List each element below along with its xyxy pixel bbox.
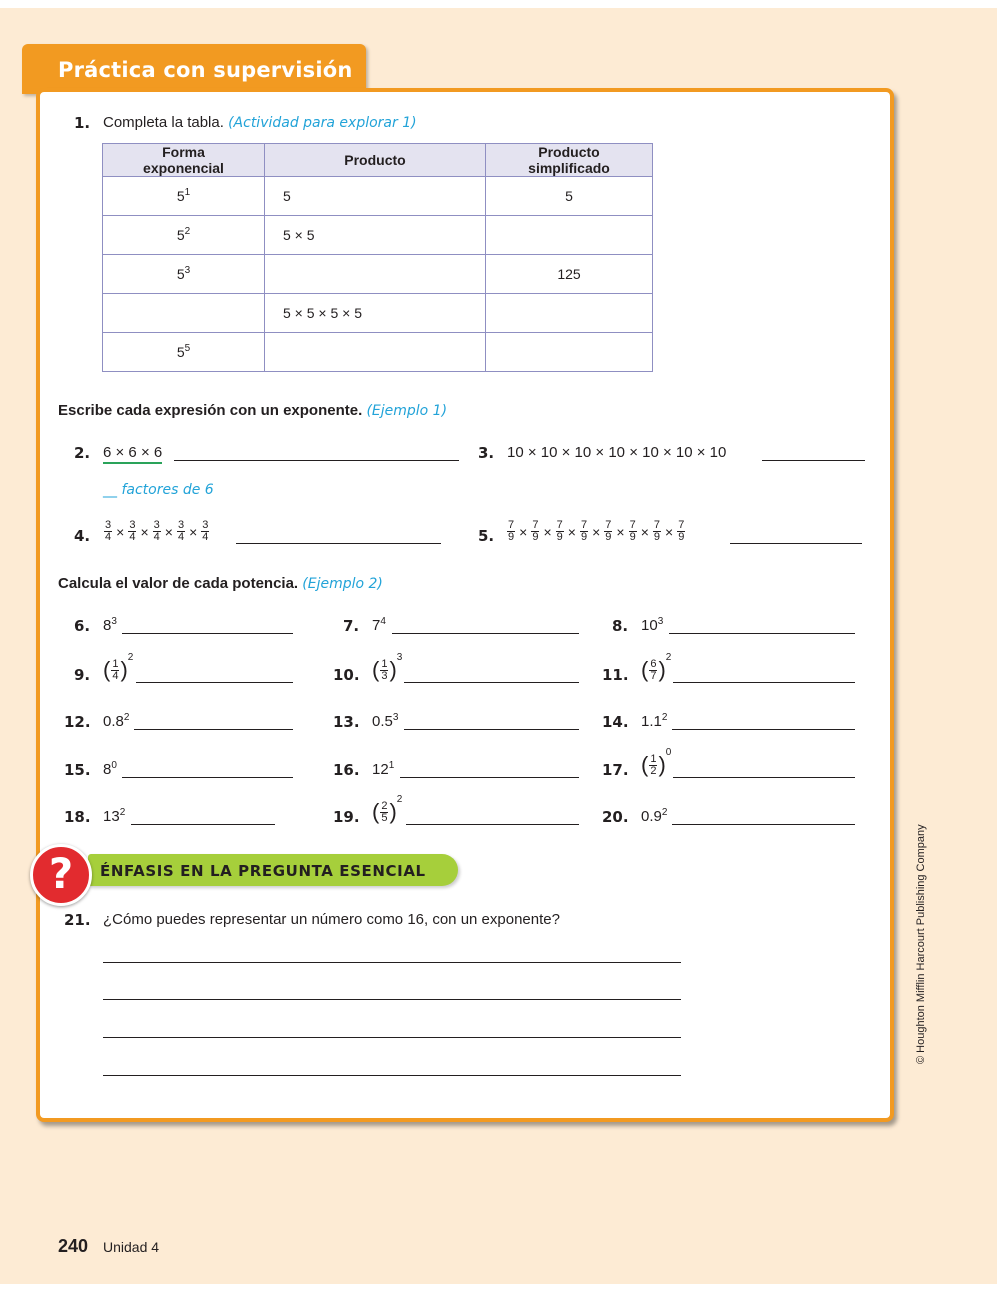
power-exponent: 2 — [123, 712, 130, 723]
simplified-product-cell[interactable] — [486, 333, 653, 372]
table-row — [103, 294, 653, 333]
answer-line[interactable] — [131, 824, 275, 825]
question-10-number: 10. — [333, 666, 360, 684]
fraction — [677, 520, 685, 543]
question-1-prompt: Completa la tabla. — [103, 114, 224, 131]
question-12-number: 12. — [64, 713, 91, 731]
exponential-form-cell[interactable] — [103, 216, 265, 255]
header-exponential-form: Forma exponencial — [103, 144, 265, 177]
question-13-number: 13. — [333, 713, 360, 731]
product-cell[interactable]: 5 × 5 — [265, 216, 486, 255]
question-16-expression — [372, 761, 394, 778]
fraction-numerator: 3 — [202, 519, 209, 531]
fraction-numerator: 1 — [112, 657, 119, 670]
question-17-expression — [641, 746, 672, 778]
question-18-expression — [103, 808, 125, 825]
power-exponent: 0 — [111, 760, 117, 771]
simplified-product-cell[interactable]: 125 — [486, 255, 653, 294]
times-sign: × — [164, 523, 173, 540]
unit-label: Unidad 4 — [103, 1239, 160, 1255]
power-exponent: 1 — [388, 760, 395, 771]
question-9-number: 9. — [74, 666, 91, 684]
essential-question-title: ÉNFASIS EN LA PREGUNTA ESENCIAL — [100, 862, 426, 880]
question-7-number: 7. — [343, 617, 360, 635]
question-mark-icon: ? — [30, 844, 92, 906]
fraction-denominator: 4 — [202, 531, 209, 543]
product-cell[interactable] — [265, 255, 486, 294]
answer-line[interactable] — [122, 777, 293, 778]
question-5-expression — [506, 520, 686, 543]
section-title: Práctica con supervisión — [58, 58, 353, 82]
question-18-number: 18. — [64, 808, 91, 826]
question-9-expression — [103, 651, 134, 683]
fraction-denominator: 9 — [605, 531, 612, 543]
fraction — [649, 754, 657, 777]
fraction-numerator: 2 — [381, 799, 388, 812]
times-sign: × — [543, 523, 552, 540]
left-parenthesis: ( — [372, 657, 380, 682]
right-parenthesis: ) — [658, 752, 666, 777]
fraction-numerator: 3 — [105, 519, 112, 531]
fraction-numerator: 3 — [153, 519, 160, 531]
question-19-expression — [372, 793, 403, 825]
times-sign: × — [665, 523, 674, 540]
question-11-expression — [641, 651, 672, 683]
question-17-number: 17. — [602, 761, 629, 779]
fraction-numerator: 7 — [508, 519, 515, 531]
fraction-denominator: 9 — [508, 531, 515, 543]
fraction — [604, 520, 612, 543]
power-base: 8 — [103, 617, 112, 634]
page-number: 240 — [58, 1236, 89, 1256]
fraction-numerator: 7 — [556, 519, 563, 531]
power-base: 10 — [641, 617, 658, 634]
answer-line-2[interactable] — [103, 999, 681, 1000]
times-sign: × — [592, 523, 601, 540]
fraction-numerator: 7 — [678, 519, 685, 531]
power-base: 12 — [372, 761, 389, 778]
power-exponent: 2 — [661, 712, 668, 723]
power-exponent: 2 — [127, 651, 134, 663]
fraction-denominator: 2 — [650, 764, 657, 777]
fraction-numerator: 7 — [532, 519, 539, 531]
fraction-denominator: 9 — [678, 531, 685, 543]
answer-line[interactable] — [122, 633, 293, 634]
power-base: 1.1 — [641, 713, 662, 730]
power-base: 5 — [176, 344, 185, 360]
question-5-number: 5. — [478, 527, 495, 545]
copyright-notice: © Houghton Mifflin Harcourt Publishing Company — [915, 824, 927, 1064]
fraction-denominator: 9 — [653, 531, 660, 543]
power-exponent: 3 — [111, 616, 117, 627]
fraction-numerator: 1 — [650, 752, 657, 765]
fraction-numerator: 3 — [129, 519, 136, 531]
question-14-number: 14. — [602, 713, 629, 731]
answer-line-4[interactable] — [103, 1075, 681, 1076]
power-base: 5 — [176, 266, 185, 282]
question-6-expression — [103, 617, 117, 634]
table-row — [103, 216, 653, 255]
power-exponent: 3 — [396, 651, 403, 663]
power-exponent: 2 — [661, 807, 668, 818]
exponential-form-cell[interactable] — [103, 177, 265, 216]
question-21-number: 21. — [64, 911, 91, 929]
power-exponent: 2 — [396, 793, 403, 805]
power-base: 13 — [103, 808, 120, 825]
power-exponent: 2 — [119, 807, 126, 818]
question-8-expression — [641, 617, 663, 634]
section-write-exponent-title: Escribe cada expresión con un exponente. — [58, 402, 363, 419]
power-base: 0.5 — [372, 713, 393, 730]
left-parenthesis: ( — [372, 799, 380, 824]
fraction-denominator: 5 — [381, 811, 388, 824]
times-sign: × — [140, 523, 149, 540]
fraction-numerator: 7 — [629, 519, 636, 531]
question-6-number: 6. — [74, 617, 91, 635]
fraction-numerator: 1 — [381, 657, 388, 670]
fraction — [201, 520, 209, 543]
power-exponent: 1 — [184, 187, 191, 198]
question-11-number: 11. — [602, 666, 629, 684]
question-13-expression — [372, 713, 398, 730]
exponent-table — [102, 143, 653, 372]
answer-line-1[interactable] — [103, 962, 681, 963]
right-parenthesis: ) — [389, 799, 397, 824]
times-sign: × — [116, 523, 125, 540]
power-exponent: 3 — [657, 616, 664, 627]
fraction-denominator: 4 — [177, 531, 185, 543]
fraction — [649, 659, 657, 682]
power-exponent: 3 — [184, 265, 191, 276]
right-parenthesis: ) — [389, 657, 397, 682]
question-1-number: 1. — [74, 114, 91, 132]
table-row — [103, 255, 653, 294]
answer-line-3[interactable] — [103, 1037, 681, 1038]
exponential-form-cell[interactable] — [103, 294, 265, 333]
fraction-denominator: 9 — [556, 531, 563, 543]
power-exponent: 5 — [184, 343, 191, 354]
header-product: Producto — [265, 144, 486, 177]
power-base: 0.9 — [641, 808, 662, 825]
fraction-numerator: 6 — [650, 657, 657, 670]
answer-line[interactable] — [672, 729, 855, 730]
question-20-number: 20. — [602, 808, 629, 826]
power-base: 5 — [176, 227, 185, 243]
answer-line[interactable] — [392, 633, 579, 634]
fraction-numerator: 3 — [177, 519, 185, 531]
section-evaluate-power-reference: (Ejemplo 2) — [302, 576, 383, 592]
fraction — [111, 659, 119, 682]
answer-line[interactable] — [673, 682, 855, 683]
section-evaluate-power — [58, 575, 383, 592]
fraction-denominator: 9 — [532, 531, 539, 543]
fraction — [580, 520, 588, 543]
fraction-denominator: 7 — [650, 669, 657, 682]
answer-line[interactable] — [669, 633, 855, 634]
table-row — [103, 333, 653, 372]
question-3-number: 3. — [478, 444, 495, 462]
left-parenthesis: ( — [641, 657, 649, 682]
power-exponent: 2 — [184, 226, 191, 237]
fraction — [507, 520, 515, 543]
exponential-form-cell[interactable] — [103, 333, 265, 372]
question-4-answer-line[interactable] — [236, 543, 441, 544]
fraction — [653, 520, 661, 543]
fraction — [104, 520, 112, 543]
left-parenthesis: ( — [641, 752, 649, 777]
product-cell[interactable] — [265, 333, 486, 372]
fraction-numerator: 7 — [580, 519, 588, 531]
left-parenthesis: ( — [103, 657, 111, 682]
fraction — [531, 520, 539, 543]
question-19-number: 19. — [333, 808, 360, 826]
answer-line[interactable] — [134, 729, 293, 730]
fraction-denominator: 4 — [112, 669, 119, 682]
times-sign: × — [567, 523, 576, 540]
fraction-denominator: 9 — [629, 531, 636, 543]
power-base: 8 — [103, 761, 112, 778]
answer-line[interactable] — [136, 682, 293, 683]
times-sign: × — [616, 523, 625, 540]
fraction-denominator: 4 — [153, 531, 160, 543]
right-parenthesis: ) — [658, 657, 666, 682]
question-16-number: 16. — [333, 761, 360, 779]
question-2-number: 2. — [74, 444, 91, 462]
power-base: 0.8 — [103, 713, 124, 730]
question-14-expression — [641, 713, 667, 730]
fraction-numerator: 7 — [653, 519, 660, 531]
answer-line[interactable] — [400, 777, 579, 778]
section-write-exponent-reference: (Ejemplo 1) — [366, 403, 448, 419]
simplified-product-cell[interactable]: 5 — [486, 177, 653, 216]
fraction-denominator: 3 — [381, 669, 388, 682]
fraction — [556, 520, 564, 543]
question-15-expression — [103, 761, 117, 778]
fraction — [177, 520, 185, 543]
power-exponent: 4 — [380, 616, 386, 627]
times-sign: × — [640, 523, 649, 540]
question-5-answer-line[interactable] — [730, 543, 862, 544]
power-base: 7 — [372, 617, 381, 634]
question-4-expression — [103, 520, 210, 543]
right-parenthesis: ) — [120, 657, 128, 682]
question-21-text: ¿Cómo puedes representar un número como 16, con un exponente? — [103, 911, 560, 928]
fraction — [380, 659, 388, 682]
power-base: 5 — [176, 188, 185, 204]
simplified-product-cell[interactable] — [486, 294, 653, 333]
power-exponent: 3 — [392, 712, 399, 723]
header-simplified-product: Producto simplificado — [486, 144, 653, 177]
answer-line[interactable] — [404, 682, 579, 683]
question-3-answer-line[interactable] — [762, 460, 865, 461]
question-1-text — [103, 114, 417, 131]
question-15-number: 15. — [64, 761, 91, 779]
fraction-denominator: 4 — [105, 531, 112, 543]
power-exponent: 0 — [665, 746, 672, 758]
fraction — [153, 520, 161, 543]
question-2-answer-line[interactable] — [174, 460, 459, 461]
answer-line[interactable] — [404, 729, 579, 730]
answer-line[interactable] — [406, 824, 579, 825]
product-cell[interactable]: 5 × 5 × 5 × 5 — [265, 294, 486, 333]
question-7-expression — [372, 617, 386, 634]
times-sign: × — [189, 523, 198, 540]
question-3-expression: 10 × 10 × 10 × 10 × 10 × 10 × 10 — [507, 444, 727, 461]
question-2-hint-text: factores de 6 — [121, 482, 214, 498]
times-sign: × — [519, 523, 528, 540]
fraction-denominator: 4 — [129, 531, 136, 543]
fraction — [380, 801, 388, 824]
question-8-number: 8. — [612, 617, 629, 635]
table-row — [103, 177, 653, 216]
question-10-expression — [372, 651, 403, 683]
power-exponent: 2 — [665, 651, 672, 663]
answer-line[interactable] — [672, 824, 855, 825]
fraction — [128, 520, 136, 543]
question-4-number: 4. — [74, 527, 91, 545]
simplified-product-cell[interactable] — [486, 216, 653, 255]
question-2-hint-blank: __ — [103, 482, 117, 498]
section-evaluate-power-title: Calcula el valor de cada potencia. — [58, 575, 299, 592]
exponential-form-cell[interactable] — [103, 255, 265, 294]
question-20-expression — [641, 808, 667, 825]
answer-line[interactable] — [673, 777, 855, 778]
fraction-numerator: 7 — [605, 519, 612, 531]
section-write-exponent — [58, 402, 447, 419]
fraction-denominator: 9 — [580, 531, 588, 543]
question-1-reference: (Actividad para explorar 1) — [228, 115, 417, 131]
product-cell[interactable]: 5 — [265, 177, 486, 216]
question-2-expression: 6 × 6 × 6 — [103, 444, 162, 464]
fraction — [629, 520, 637, 543]
question-2-hint — [103, 482, 214, 498]
question-12-expression — [103, 713, 129, 730]
